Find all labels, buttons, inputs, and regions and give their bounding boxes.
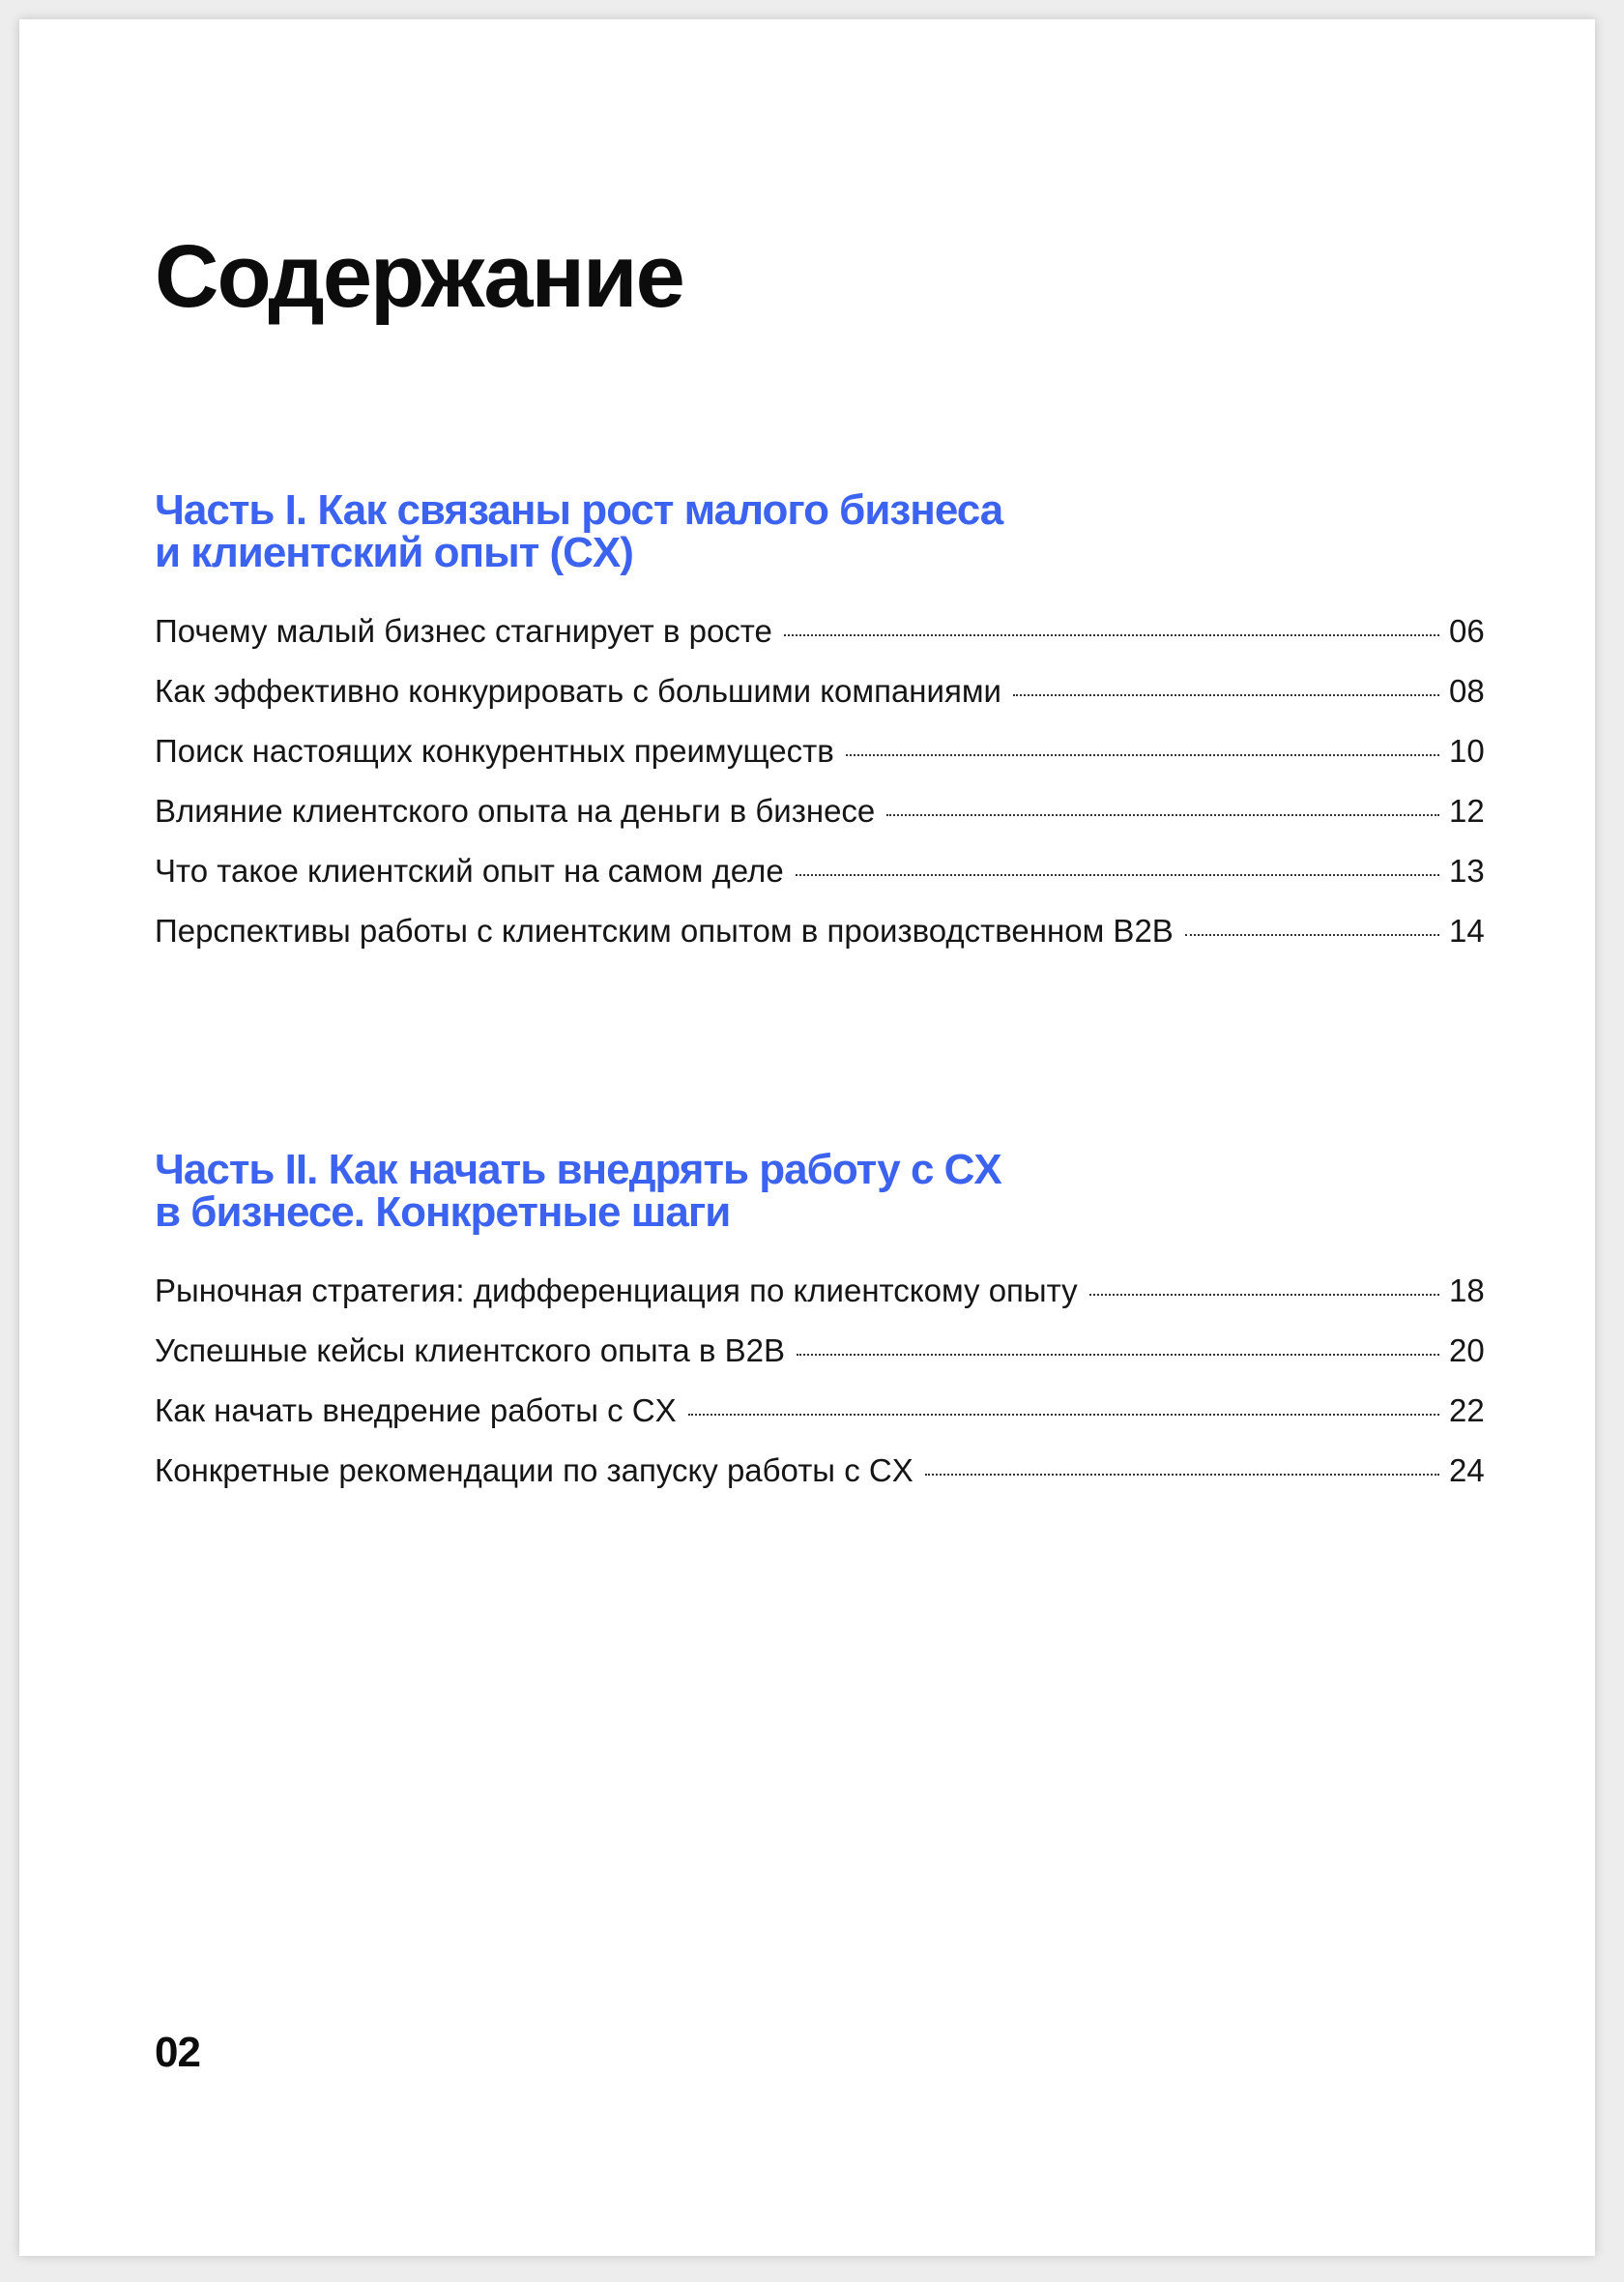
toc-entry[interactable] <box>155 913 1494 973</box>
dot-leader <box>688 1414 1439 1416</box>
dot-leader <box>846 754 1439 756</box>
dot-leader <box>784 634 1439 636</box>
toc-entry[interactable] <box>155 1392 1494 1452</box>
toc-entry-label: Перспективы работы с клиентским опытом в производственном B2B <box>155 913 1174 949</box>
toc-entry-page: 08 <box>1449 673 1485 709</box>
page-title: Содержание <box>155 227 683 326</box>
toc-entry-page: 13 <box>1449 853 1485 889</box>
toc-list-part-2 <box>155 1273 1494 1512</box>
toc-entry[interactable] <box>155 733 1494 793</box>
toc-entry-label: Конкретные рекомендации по запуску работы с CX <box>155 1452 914 1488</box>
toc-entry-label: Как начать внедрение работы с CX <box>155 1392 677 1428</box>
toc-entry-page: 18 <box>1449 1273 1485 1308</box>
toc-entry[interactable] <box>155 793 1494 853</box>
section-heading-line: Часть II. Как начать внедрять работу с CX <box>155 1146 1001 1193</box>
toc-entry[interactable] <box>155 1273 1494 1332</box>
toc-entry-label: Рыночная стратегия: дифференциация по клиентскому опыту <box>155 1273 1078 1308</box>
section-heading-part-1 <box>155 486 1494 576</box>
toc-entry[interactable] <box>155 853 1494 913</box>
document-page <box>19 19 1595 2256</box>
page-number: 02 <box>155 2029 200 2076</box>
dot-leader <box>1089 1294 1439 1296</box>
dot-leader <box>886 814 1439 816</box>
toc-entry[interactable] <box>155 673 1494 733</box>
toc-entry-page: 14 <box>1449 913 1485 949</box>
toc-entry-page: 06 <box>1449 613 1485 649</box>
toc-entry-label: Как эффективно конкурировать с большими компаниями <box>155 673 1001 709</box>
toc-list-part-1 <box>155 613 1494 973</box>
dot-leader <box>1185 934 1439 936</box>
dot-leader <box>797 1354 1439 1356</box>
toc-entry-page: 22 <box>1449 1392 1485 1428</box>
toc-entry-label: Влияние клиентского опыта на деньги в бизнесе <box>155 793 876 829</box>
dot-leader <box>1013 694 1439 696</box>
section-heading-part-2 <box>155 1146 1494 1236</box>
section-heading-line: Часть I. Как связаны рост малого бизнеса <box>155 486 1003 534</box>
toc-entry-label: Почему малый бизнес стагнирует в росте <box>155 613 772 649</box>
toc-entry-page: 10 <box>1449 733 1485 769</box>
toc-section-part-2 <box>155 1146 1494 1512</box>
toc-entry-page: 12 <box>1449 793 1485 829</box>
toc-entry-label: Что такое клиентский опыт на самом деле <box>155 853 784 889</box>
toc-entry-page: 20 <box>1449 1332 1485 1368</box>
dot-leader <box>796 874 1439 876</box>
toc-entry[interactable] <box>155 1452 1494 1512</box>
toc-entry[interactable] <box>155 1332 1494 1392</box>
section-heading-line: в бизнесе. Конкретные шаги <box>155 1188 731 1236</box>
toc-entry[interactable] <box>155 613 1494 673</box>
toc-entry-page: 24 <box>1449 1452 1485 1488</box>
toc-section-part-1 <box>155 486 1494 973</box>
section-heading-line: и клиентский опыт (CX) <box>155 529 633 576</box>
toc-entry-label: Успешные кейсы клиентского опыта в B2B <box>155 1332 785 1368</box>
toc-entry-label: Поиск настоящих конкурентных преимуществ <box>155 733 834 769</box>
dot-leader <box>925 1474 1439 1476</box>
